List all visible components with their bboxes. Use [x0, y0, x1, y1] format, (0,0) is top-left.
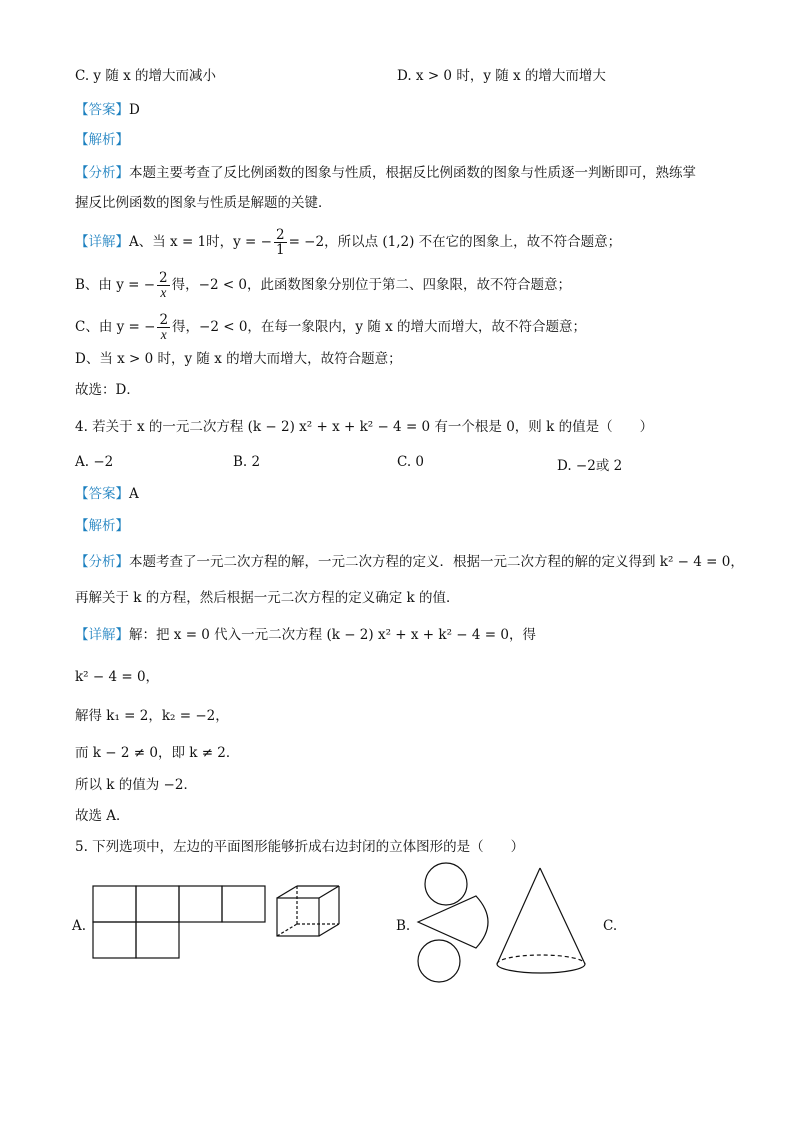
q4-detail-5: 所以 k 的值为 −2．	[75, 777, 197, 793]
fraction-num: 2	[159, 312, 169, 328]
detail-text: 解：把 x = 0 代入一元二次方程 (k − 2) x² + x + k² − 4 = 0，得	[129, 627, 536, 643]
fenxi-text: 本题主要考查了反比例函数的图象与性质，根据反比例函数的图象与性质逐一判断即可，熟练掌	[129, 165, 696, 181]
answer-label: 【答案】	[75, 486, 129, 502]
q3-detail-a	[75, 228, 621, 257]
circle-shape	[425, 863, 467, 905]
q3-fenxi-2: 握反比例函数的图象与性质是解题的关键．	[75, 195, 332, 211]
fraction-den: x	[160, 327, 167, 342]
q4-fenxi-2: 再解关于 k 的方程，然后根据一元二次方程的定义确定 k 的值．	[75, 590, 460, 606]
fraction-den: 1	[275, 242, 285, 258]
q3-analysis-label: 【解析】	[75, 132, 129, 148]
option-d-prev: D. x > 0 时，y 随 x 的增大而增大	[397, 68, 606, 84]
q4-detail-3: 解得 k₁ = 2，k₂ = −2，	[75, 708, 229, 724]
detail-label: 【详解】	[75, 234, 129, 250]
q4-choice: 故选 A．	[75, 808, 130, 824]
net-square	[136, 922, 179, 958]
fraction	[157, 271, 170, 300]
q5-option-b-label: B.	[396, 918, 411, 934]
cone-net-figure	[414, 860, 494, 985]
q3-choice: 故选：D．	[75, 382, 140, 398]
q4-detail-1	[75, 626, 536, 644]
q5-option-a-label: A.	[72, 918, 87, 934]
detail-a-post: = −2，所以点 (1,2) 不在它的图象上，故不符合题意；	[288, 234, 622, 250]
fenxi-label: 【分析】	[75, 165, 129, 181]
fenxi-text: 本题考查了一元二次方程的解，一元二次方程的定义．根据一元二次方程的解的定义得到 k² − 4 = 0，	[129, 554, 744, 570]
detail-c-pre: C、由 y = −	[75, 319, 156, 335]
q5-option-c-label: C.	[603, 918, 618, 934]
q3-detail-c	[75, 313, 586, 342]
q4-fenxi-1	[75, 553, 744, 571]
detail-label: 【详解】	[75, 627, 129, 643]
answer-value: D	[129, 102, 140, 118]
fenxi-label: 【分析】	[75, 554, 129, 570]
cube-net-figure	[92, 885, 267, 960]
fraction-num: 2	[275, 227, 285, 243]
detail-b-post: 得，−2 < 0，此函数图象分别位于第二、四象限，故不符合题意；	[171, 277, 572, 293]
q4-detail-4: 而 k − 2 ≠ 0，即 k ≠ 2．	[75, 745, 240, 761]
q4-analysis-label: 【解析】	[75, 518, 129, 534]
net-square	[222, 886, 265, 922]
answer-label: 【答案】	[75, 102, 129, 118]
net-square	[93, 922, 136, 958]
q3-fenxi-1	[75, 164, 696, 182]
q3-answer	[75, 101, 140, 119]
option-c-prev: C. y 随 x 的增大而减小	[75, 68, 217, 84]
answer-value: A	[129, 486, 139, 502]
q4-option-b: B. 2	[233, 454, 261, 470]
net-square	[93, 886, 136, 922]
q3-detail-d: D、当 x > 0 时，y 随 x 的增大而增大，故符合题意；	[75, 351, 402, 367]
detail-a-pre: A、当 x = 1时，y = −	[129, 234, 272, 250]
q4-option-d: D. −2或 2	[557, 458, 623, 474]
fraction	[274, 228, 287, 257]
cone-figure	[493, 866, 593, 976]
q3-detail-b	[75, 271, 571, 300]
net-square	[136, 886, 179, 922]
detail-b-pre: B、由 y = −	[75, 277, 156, 293]
fraction-den: x	[160, 285, 167, 300]
fraction-num: 2	[159, 270, 168, 286]
net-square	[179, 886, 222, 922]
q5-stem: 5. 下列选项中，左边的平面图形能够折成右边封闭的立体图形的是（ ）	[75, 839, 525, 855]
q4-detail-2: k² − 4 = 0，	[75, 669, 160, 685]
fraction	[157, 313, 170, 342]
q4-option-a: A. −2	[75, 454, 114, 470]
q4-answer	[75, 485, 139, 503]
q4-stem: 4. 若关于 x 的一元二次方程 (k − 2) x² + x + k² − 4 = 0 有一个根是 0，则 k 的值是（ ）	[75, 419, 654, 435]
q4-option-c: C. 0	[397, 454, 425, 470]
detail-c-post: 得，−2 < 0，在每一象限内，y 随 x 的增大而增大，故不符合题意；	[172, 319, 587, 335]
cube-figure	[275, 884, 345, 939]
circle-shape	[418, 940, 460, 982]
